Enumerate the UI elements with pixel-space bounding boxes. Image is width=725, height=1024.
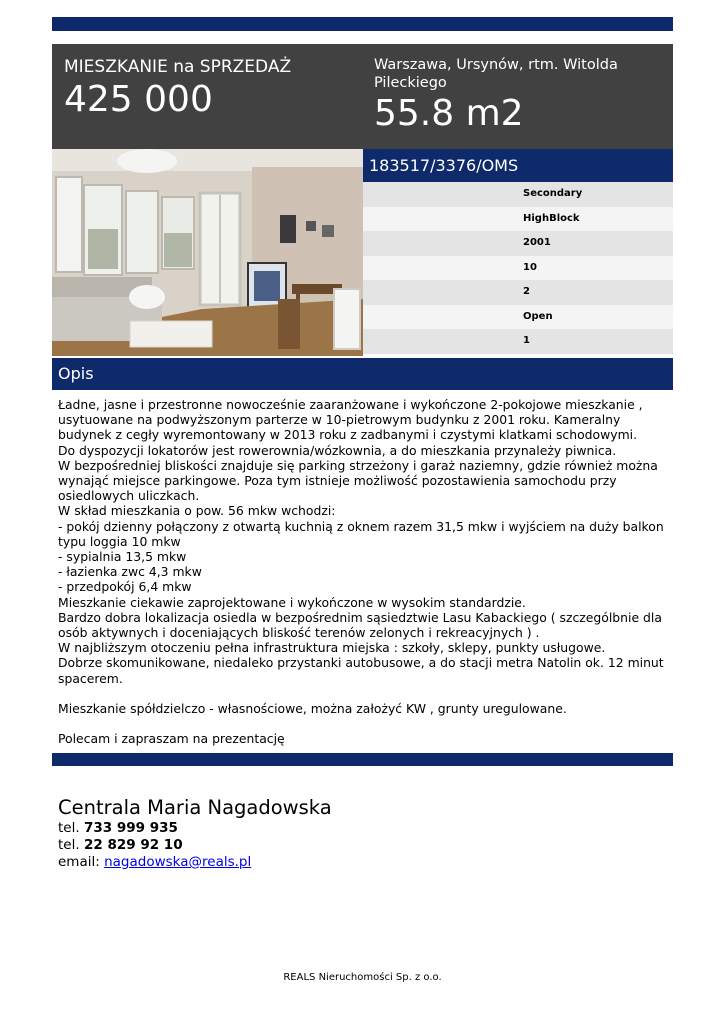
listing-area: 55.8 m2: [374, 93, 524, 134]
apartment-photo-illustration: [52, 149, 363, 356]
contact-block: [58, 796, 332, 871]
apartment-photo: [52, 149, 363, 356]
listing-type: MIESZKANIE na SPRZEDAŻ: [64, 57, 292, 77]
property-floor: 1: [363, 329, 673, 354]
email-line: [58, 854, 332, 871]
listing-location: Warszawa, Ursynów, rtm. Witolda Pileckiego: [374, 57, 618, 91]
property-kitchen: Open: [363, 305, 673, 330]
phone-label: tel.: [58, 837, 80, 853]
listing-header: [52, 44, 673, 149]
header-left: [64, 56, 364, 122]
agent-name: Centrala Maria Nagadowska: [58, 796, 332, 819]
email-label: email:: [58, 854, 100, 870]
email-link[interactable]: nagadowska@reals.pl: [104, 854, 252, 870]
description-text: Ładne, jasne i przestronne nowocześnie zaaranżowane i wykończone 2-pokojowe mieszkanie , usytuowane na podwyższonym parterze w 10-pietrowym budynku z 2001 roku. Kameralny budynek z cegły wyremontowany w 2013 roku z zadbanymi i czystymi klatkami schodowymi. Do dyspozycji lokatorów jest rowerownia/wózkownia, a do mieszkania przynależy piwnica. W bezpośredniej bliskości znajduje się parking strzeżony i garaż naziemny, gdzie również można wynająć miejsce parkingowe. Poza tym istnieje możliwość pozostawienia samochodu przy osiedlowych uliczkach. W skład mieszkania o pow. 56 mkw wchodzi: - pokój dzienny połączony z otwartą kuchnią z oknem razem 31,5 mkw i wyjściem na duży balkon typu loggia 10 mkw - sypialnia 13,5 mkw - łazienka zwc 4,3 mkw - przedpokój 6,4 mkw Mieszkanie ciekawie zaprojektowane i wykończone w wysokim standardzie. Bardzo dobra lokalizacja osiedla w bezpośrednim sąsiedztwie Lasu Kabackiego ( szczególbnie dla osób aktywnych i doceniających bliskość terenów zelonych i rekreacyjnych ) . W najbliższym otoczeniu pełna infrastruktura miejska : szkoły, sklepy, punkty usługowe. Dobrze skomunikowane, niedaleko przystanki autobusowe, a do stacji metra Natolin ok. 12 minut spacerem. Mieszkanie spółdzielczo - własnościowe, można założyć KW , grunty uregulowane. Polecam i zapraszam na prezentację: [58, 397, 664, 747]
phone-line-1: [58, 820, 332, 837]
property-market: Secondary: [363, 182, 673, 207]
property-year-built: 2001: [363, 231, 673, 256]
top-decorative-bar: [52, 17, 673, 31]
property-rooms: 2: [363, 280, 673, 305]
header-right: [374, 56, 664, 136]
bottom-decorative-bar: [52, 753, 673, 766]
property-building-type: HighBlock: [363, 207, 673, 232]
listing-price: 425 000: [64, 79, 213, 120]
listing-reference: 183517/3376/OMS: [363, 149, 673, 182]
phone-number-2: 22 829 92 10: [83, 837, 183, 853]
phone-number-1: 733 999 935: [83, 820, 178, 836]
phone-label: tel.: [58, 820, 80, 836]
property-floors: 10: [363, 256, 673, 281]
description-heading: Opis: [52, 358, 673, 390]
property-details-list: [363, 182, 673, 354]
phone-line-2: [58, 837, 332, 854]
footer-company: REALS Nieruchomości Sp. z o.o.: [283, 972, 442, 983]
